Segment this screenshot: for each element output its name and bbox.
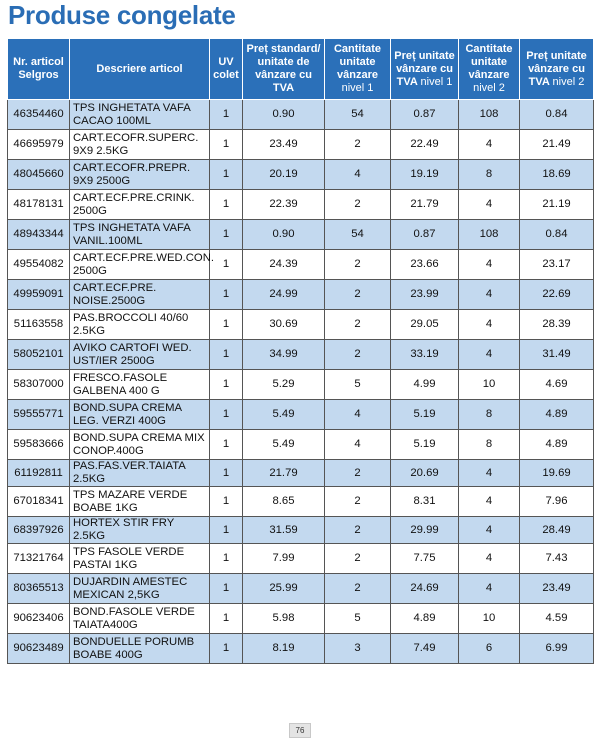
cell-uv-colet: 1 bbox=[210, 544, 243, 574]
table-row bbox=[8, 250, 594, 280]
cell-article-number: 61192811 bbox=[8, 460, 70, 487]
cell-price-level-2: 7.96 bbox=[520, 487, 594, 517]
cell-standard-price: 24.39 bbox=[243, 250, 325, 280]
cell-standard-price: 8.65 bbox=[243, 487, 325, 517]
cell-qty-level-1: 4 bbox=[325, 430, 391, 460]
cell-price-level-2: 4.69 bbox=[520, 370, 594, 400]
cell-qty-level-2: 10 bbox=[459, 370, 520, 400]
cell-price-level-1: 20.69 bbox=[391, 460, 459, 487]
cell-description: CART.ECF.PRE.WED.CON. 2500G bbox=[70, 250, 210, 280]
cell-standard-price: 21.79 bbox=[243, 460, 325, 487]
cell-article-number: 46695979 bbox=[8, 130, 70, 160]
cell-description: CART.ECOFR.PREPR. 9X9 2500G bbox=[70, 160, 210, 190]
cell-qty-level-2: 4 bbox=[459, 517, 520, 544]
table-row bbox=[8, 487, 594, 517]
cell-qty-level-2: 8 bbox=[459, 400, 520, 430]
cell-price-level-1: 7.49 bbox=[391, 634, 459, 664]
cell-standard-price: 24.99 bbox=[243, 280, 325, 310]
header-description: Descriere articol bbox=[70, 39, 210, 100]
cell-article-number: 58307000 bbox=[8, 370, 70, 400]
cell-description: BONDUELLE PORUMB BOABE 400G bbox=[70, 634, 210, 664]
cell-description: DUJARDIN AMESTEC MEXICAN 2,5KG bbox=[70, 574, 210, 604]
cell-article-number: 67018341 bbox=[8, 487, 70, 517]
cell-standard-price: 25.99 bbox=[243, 574, 325, 604]
cell-price-level-2: 28.39 bbox=[520, 310, 594, 340]
cell-qty-level-2: 4 bbox=[459, 130, 520, 160]
cell-article-number: 68397926 bbox=[8, 517, 70, 544]
table-row bbox=[8, 280, 594, 310]
cell-uv-colet: 1 bbox=[210, 190, 243, 220]
cell-qty-level-1: 4 bbox=[325, 400, 391, 430]
cell-qty-level-2: 4 bbox=[459, 487, 520, 517]
cell-price-level-2: 4.89 bbox=[520, 400, 594, 430]
cell-article-number: 49554082 bbox=[8, 250, 70, 280]
cell-price-level-2: 22.69 bbox=[520, 280, 594, 310]
cell-description: HORTEX STIR FRY 2.5KG bbox=[70, 517, 210, 544]
cell-article-number: 49959091 bbox=[8, 280, 70, 310]
table-row bbox=[8, 160, 594, 190]
page-number: 76 bbox=[289, 723, 311, 738]
cell-uv-colet: 1 bbox=[210, 604, 243, 634]
cell-qty-level-2: 108 bbox=[459, 220, 520, 250]
cell-qty-level-2: 8 bbox=[459, 430, 520, 460]
cell-price-level-2: 28.49 bbox=[520, 517, 594, 544]
cell-qty-level-1: 3 bbox=[325, 634, 391, 664]
cell-standard-price: 22.39 bbox=[243, 190, 325, 220]
cell-description: AVIKO CARTOFI WED. UST/IER 2500G bbox=[70, 340, 210, 370]
cell-standard-price: 7.99 bbox=[243, 544, 325, 574]
cell-qty-level-1: 2 bbox=[325, 340, 391, 370]
cell-standard-price: 5.49 bbox=[243, 400, 325, 430]
cell-uv-colet: 1 bbox=[210, 460, 243, 487]
cell-price-level-1: 5.19 bbox=[391, 400, 459, 430]
table-row bbox=[8, 634, 594, 664]
cell-price-level-1: 0.87 bbox=[391, 220, 459, 250]
cell-price-level-1: 19.19 bbox=[391, 160, 459, 190]
price-table bbox=[7, 38, 594, 664]
page-title: Produse congelate bbox=[8, 0, 236, 30]
header-uv-colet: UV colet bbox=[210, 39, 243, 100]
cell-price-level-1: 29.99 bbox=[391, 517, 459, 544]
cell-price-level-1: 21.79 bbox=[391, 190, 459, 220]
cell-uv-colet: 1 bbox=[210, 340, 243, 370]
cell-article-number: 48943344 bbox=[8, 220, 70, 250]
cell-uv-colet: 1 bbox=[210, 430, 243, 460]
cell-price-level-1: 4.99 bbox=[391, 370, 459, 400]
cell-qty-level-2: 10 bbox=[459, 604, 520, 634]
cell-uv-colet: 1 bbox=[210, 280, 243, 310]
cell-price-level-1: 23.66 bbox=[391, 250, 459, 280]
cell-qty-level-1: 4 bbox=[325, 160, 391, 190]
table-row bbox=[8, 517, 594, 544]
cell-qty-level-2: 4 bbox=[459, 280, 520, 310]
header-price-level-1: Preț unitate vânzare cu TVA nivel 1 bbox=[391, 39, 459, 100]
cell-article-number: 51163558 bbox=[8, 310, 70, 340]
cell-qty-level-1: 2 bbox=[325, 460, 391, 487]
cell-description: BOND.SUPA CREMA MIX CONOP.400G bbox=[70, 430, 210, 460]
cell-qty-level-2: 4 bbox=[459, 310, 520, 340]
table-row bbox=[8, 544, 594, 574]
cell-description: BOND.SUPA CREMA LEG. VERZI 400G bbox=[70, 400, 210, 430]
cell-qty-level-2: 4 bbox=[459, 460, 520, 487]
cell-price-level-2: 18.69 bbox=[520, 160, 594, 190]
cell-description: TPS FASOLE VERDE PASTAI 1KG bbox=[70, 544, 210, 574]
cell-qty-level-2: 4 bbox=[459, 340, 520, 370]
cell-description: TPS INGHETATA VAFA VANIL.100ML bbox=[70, 220, 210, 250]
cell-uv-colet: 1 bbox=[210, 250, 243, 280]
cell-standard-price: 0.90 bbox=[243, 220, 325, 250]
cell-description: CART.ECF.PRE.CRINK. 2500G bbox=[70, 190, 210, 220]
cell-qty-level-1: 54 bbox=[325, 100, 391, 130]
cell-price-level-2: 7.43 bbox=[520, 544, 594, 574]
cell-standard-price: 5.29 bbox=[243, 370, 325, 400]
cell-price-level-2: 23.49 bbox=[520, 574, 594, 604]
cell-qty-level-2: 4 bbox=[459, 544, 520, 574]
cell-price-level-2: 6.99 bbox=[520, 634, 594, 664]
table-row bbox=[8, 574, 594, 604]
cell-qty-level-1: 2 bbox=[325, 190, 391, 220]
cell-article-number: 59555771 bbox=[8, 400, 70, 430]
cell-article-number: 48178131 bbox=[8, 190, 70, 220]
cell-article-number: 59583666 bbox=[8, 430, 70, 460]
cell-uv-colet: 1 bbox=[210, 100, 243, 130]
header-standard-price: Preț standard/ unitate de vânzare cu TVA bbox=[243, 39, 325, 100]
cell-price-level-2: 21.19 bbox=[520, 190, 594, 220]
cell-price-level-2: 0.84 bbox=[520, 220, 594, 250]
cell-price-level-2: 19.69 bbox=[520, 460, 594, 487]
cell-description: TPS INGHETATA VAFA CACAO 100ML bbox=[70, 100, 210, 130]
cell-qty-level-1: 2 bbox=[325, 250, 391, 280]
cell-price-level-2: 31.49 bbox=[520, 340, 594, 370]
cell-qty-level-1: 2 bbox=[325, 517, 391, 544]
cell-qty-level-1: 2 bbox=[325, 487, 391, 517]
table-row bbox=[8, 190, 594, 220]
cell-description: CART.ECOFR.SUPERC. 9X9 2.5KG bbox=[70, 130, 210, 160]
cell-description: PAS.FAS.VER.TAIATA 2.5KG bbox=[70, 460, 210, 487]
cell-description: CART.ECF.PRE. NOISE.2500G bbox=[70, 280, 210, 310]
cell-price-level-1: 22.49 bbox=[391, 130, 459, 160]
cell-qty-level-1: 5 bbox=[325, 370, 391, 400]
header-price-level-2: Preț unitate vânzare cu TVA nivel 2 bbox=[520, 39, 594, 100]
cell-qty-level-2: 108 bbox=[459, 100, 520, 130]
cell-price-level-1: 23.99 bbox=[391, 280, 459, 310]
table-row bbox=[8, 100, 594, 130]
cell-standard-price: 0.90 bbox=[243, 100, 325, 130]
cell-price-level-2: 4.89 bbox=[520, 430, 594, 460]
cell-standard-price: 5.98 bbox=[243, 604, 325, 634]
cell-article-number: 48045660 bbox=[8, 160, 70, 190]
cell-uv-colet: 1 bbox=[210, 574, 243, 604]
table-row bbox=[8, 220, 594, 250]
cell-qty-level-2: 4 bbox=[459, 250, 520, 280]
table-row bbox=[8, 370, 594, 400]
cell-price-level-1: 4.89 bbox=[391, 604, 459, 634]
table-row bbox=[8, 460, 594, 487]
table-row bbox=[8, 430, 594, 460]
cell-qty-level-1: 2 bbox=[325, 574, 391, 604]
cell-uv-colet: 1 bbox=[210, 634, 243, 664]
cell-standard-price: 30.69 bbox=[243, 310, 325, 340]
table-header-row bbox=[8, 39, 594, 100]
cell-uv-colet: 1 bbox=[210, 487, 243, 517]
header-qty-level-2: Cantitate unitate vânzare nivel 2 bbox=[459, 39, 520, 100]
cell-standard-price: 34.99 bbox=[243, 340, 325, 370]
cell-price-level-1: 7.75 bbox=[391, 544, 459, 574]
cell-uv-colet: 1 bbox=[210, 220, 243, 250]
table-row bbox=[8, 604, 594, 634]
table-row bbox=[8, 400, 594, 430]
cell-description: BOND.FASOLE VERDE TAIATA400G bbox=[70, 604, 210, 634]
cell-price-level-1: 33.19 bbox=[391, 340, 459, 370]
cell-uv-colet: 1 bbox=[210, 310, 243, 340]
header-article-number: Nr. articol Selgros bbox=[8, 39, 70, 100]
cell-qty-level-1: 5 bbox=[325, 604, 391, 634]
cell-qty-level-2: 4 bbox=[459, 574, 520, 604]
cell-uv-colet: 1 bbox=[210, 400, 243, 430]
cell-price-level-2: 4.59 bbox=[520, 604, 594, 634]
cell-description: PAS.BROCCOLI 40/60 2.5KG bbox=[70, 310, 210, 340]
cell-article-number: 46354460 bbox=[8, 100, 70, 130]
cell-qty-level-1: 2 bbox=[325, 130, 391, 160]
cell-standard-price: 23.49 bbox=[243, 130, 325, 160]
cell-standard-price: 20.19 bbox=[243, 160, 325, 190]
cell-qty-level-1: 2 bbox=[325, 310, 391, 340]
cell-standard-price: 5.49 bbox=[243, 430, 325, 460]
cell-price-level-1: 8.31 bbox=[391, 487, 459, 517]
cell-standard-price: 8.19 bbox=[243, 634, 325, 664]
cell-description: FRESCO.FASOLE GALBENA 400 G bbox=[70, 370, 210, 400]
cell-qty-level-1: 2 bbox=[325, 280, 391, 310]
table-row bbox=[8, 310, 594, 340]
table-row bbox=[8, 340, 594, 370]
cell-qty-level-2: 4 bbox=[459, 190, 520, 220]
cell-uv-colet: 1 bbox=[210, 517, 243, 544]
cell-price-level-2: 0.84 bbox=[520, 100, 594, 130]
cell-article-number: 71321764 bbox=[8, 544, 70, 574]
cell-price-level-2: 21.49 bbox=[520, 130, 594, 160]
cell-article-number: 80365513 bbox=[8, 574, 70, 604]
cell-description: TPS MAZARE VERDE BOABE 1KG bbox=[70, 487, 210, 517]
cell-price-level-1: 0.87 bbox=[391, 100, 459, 130]
cell-article-number: 90623489 bbox=[8, 634, 70, 664]
cell-qty-level-1: 2 bbox=[325, 544, 391, 574]
cell-article-number: 58052101 bbox=[8, 340, 70, 370]
cell-price-level-2: 23.17 bbox=[520, 250, 594, 280]
cell-qty-level-2: 8 bbox=[459, 160, 520, 190]
cell-uv-colet: 1 bbox=[210, 370, 243, 400]
cell-qty-level-1: 54 bbox=[325, 220, 391, 250]
cell-qty-level-2: 6 bbox=[459, 634, 520, 664]
cell-uv-colet: 1 bbox=[210, 160, 243, 190]
cell-price-level-1: 5.19 bbox=[391, 430, 459, 460]
cell-price-level-1: 29.05 bbox=[391, 310, 459, 340]
header-qty-level-1: Cantitate unitate vânzare nivel 1 bbox=[325, 39, 391, 100]
cell-standard-price: 31.59 bbox=[243, 517, 325, 544]
cell-uv-colet: 1 bbox=[210, 130, 243, 160]
table-row bbox=[8, 130, 594, 160]
cell-article-number: 90623406 bbox=[8, 604, 70, 634]
cell-price-level-1: 24.69 bbox=[391, 574, 459, 604]
